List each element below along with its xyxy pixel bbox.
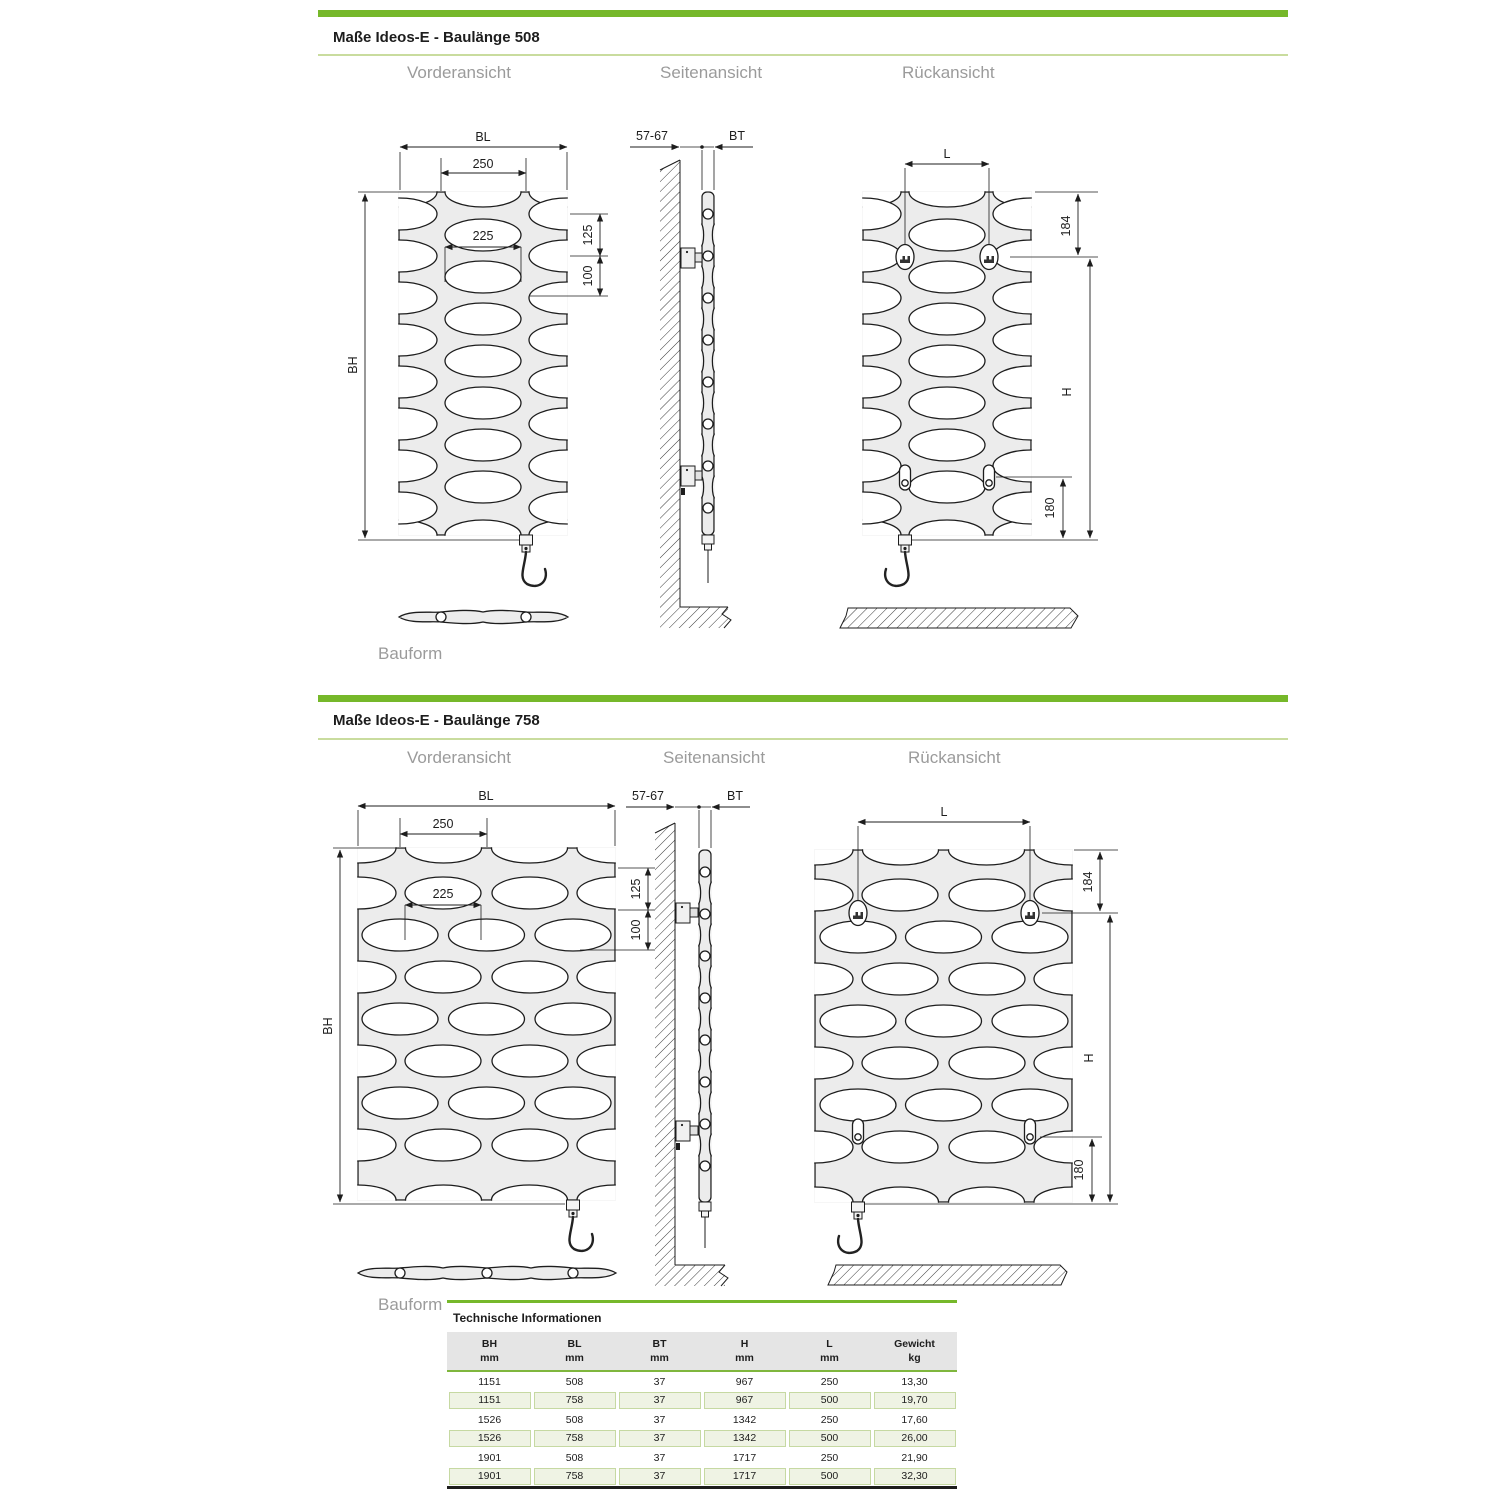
section1-front-view-label: Vorderansicht <box>407 63 511 82</box>
rear-view-drawing-758 <box>805 795 1130 1300</box>
table-row: 1151 508 37 967 250 13,30 <box>478 1375 928 1388</box>
radiator-panel-front-758 <box>320 833 653 1215</box>
dim-label-h: H <box>1082 1053 1096 1063</box>
side-view-drawing-758 <box>622 780 822 1300</box>
dim-label-250: 250 <box>432 817 454 831</box>
dim-label-184: 184 <box>1081 871 1095 893</box>
bauform-label-508: Bauform <box>378 644 443 663</box>
section1-title: Maße Ideos-E - Baulänge 508 <box>333 29 540 46</box>
table-row: 1526 508 37 1342 250 17,60 <box>477 1413 928 1426</box>
dim-label-wall: 57-67 <box>632 789 664 803</box>
table-row: 1901 758 37 1717 500 32,30 <box>447 1467 957 1486</box>
dim-label-wall: 57-67 <box>636 129 668 143</box>
table-title: Technische Informationen <box>453 1311 602 1325</box>
front-view-drawing-508 <box>330 120 630 600</box>
wall-bracket-icon <box>676 903 698 1150</box>
radiator-profile-508 <box>698 192 717 535</box>
dim-label-bl: BL <box>475 130 491 144</box>
dim-label-125: 125 <box>581 224 595 246</box>
dim-label-l: L <box>943 147 951 161</box>
wall-hatch <box>655 823 728 1286</box>
column-header-bl: BL mm <box>565 1338 584 1364</box>
dim-label-184: 184 <box>1059 215 1073 237</box>
bauform-label-758: Bauform <box>378 1295 443 1314</box>
section1-side-view-label: Seitenansicht <box>660 63 763 82</box>
bauform-drawing-758 <box>350 1258 630 1292</box>
heater-cable-rear-icon <box>838 1202 864 1253</box>
table-row: 1901 508 37 1717 250 21,90 <box>477 1451 928 1464</box>
dim-bl-758 <box>358 789 615 846</box>
table-row: 1526 758 37 1342 500 26,00 <box>447 1429 957 1448</box>
radiator-profile-758 <box>695 850 714 1202</box>
dim-label-225: 225 <box>472 229 494 243</box>
dim-label-h: H <box>1060 387 1074 397</box>
column-header-bt: BT mm <box>650 1338 669 1364</box>
dim-label-bl: BL <box>478 789 494 803</box>
dim-wall-bt-508 <box>630 129 753 190</box>
technical-information-table <box>447 1300 957 1489</box>
dim-label-125: 125 <box>629 878 643 900</box>
dim-label-100: 100 <box>581 265 595 287</box>
dim-label-250: 250 <box>472 157 494 171</box>
floor-hatch <box>840 608 1078 628</box>
dim-label-100: 100 <box>629 919 643 941</box>
heater-cable-side-icon <box>699 1202 711 1248</box>
radiator-panel-rear-758 <box>777 835 1110 1217</box>
dim-label-bt: BT <box>729 129 745 143</box>
dim-250-758 <box>400 817 487 847</box>
heater-cable-rear-icon <box>885 535 911 586</box>
dim-label-bh: BH <box>321 1017 335 1035</box>
table-row: 1151 758 37 967 500 19,70 <box>447 1391 957 1410</box>
bauform-drawing-508 <box>390 600 580 636</box>
column-header-bh: BH mm <box>480 1338 499 1364</box>
section2-divider <box>318 738 1288 740</box>
wall-hatch <box>660 160 731 628</box>
dim-wall-bt-758 <box>626 789 750 848</box>
section2-green-bar <box>318 695 1288 702</box>
section2-front-view-label: Vorderansicht <box>407 748 511 767</box>
section1-rear-view-label: Rückansicht <box>902 63 995 82</box>
dim-250-508 <box>441 157 526 191</box>
section2-title: Maße Ideos-E - Baulänge 758 <box>333 712 540 729</box>
table-accent-line <box>447 1300 957 1303</box>
side-view-drawing-508 <box>625 120 825 650</box>
floor-hatch <box>828 1265 1067 1285</box>
section2-rear-view-label: Rückansicht <box>908 748 1001 767</box>
heater-cable-side-icon <box>702 535 714 583</box>
column-header-h: H mm <box>735 1338 754 1364</box>
dim-label-bt: BT <box>727 789 743 803</box>
section2-side-view-label: Seitenansicht <box>663 748 766 767</box>
wall-bracket-icon <box>681 248 702 495</box>
heater-cable-icon <box>520 535 546 586</box>
dim-label-bh: BH <box>346 356 360 374</box>
front-view-drawing-758 <box>321 780 660 1260</box>
column-header-l: L mm <box>820 1338 839 1364</box>
column-header-gewicht: Gewicht kg <box>894 1338 935 1364</box>
section1-divider <box>318 54 1288 56</box>
table-header-row <box>447 1332 957 1370</box>
heater-cable-icon <box>567 1200 593 1251</box>
radiator-panel-rear-508 <box>825 177 1069 550</box>
dim-label-180: 180 <box>1072 1159 1086 1181</box>
dim-label-225: 225 <box>432 887 454 901</box>
dim-label-l: L <box>940 805 948 819</box>
rear-view-drawing-508 <box>830 135 1110 635</box>
section1-green-bar <box>318 10 1288 17</box>
dim-label-180: 180 <box>1043 497 1057 519</box>
table-bottom-border <box>447 1486 957 1489</box>
